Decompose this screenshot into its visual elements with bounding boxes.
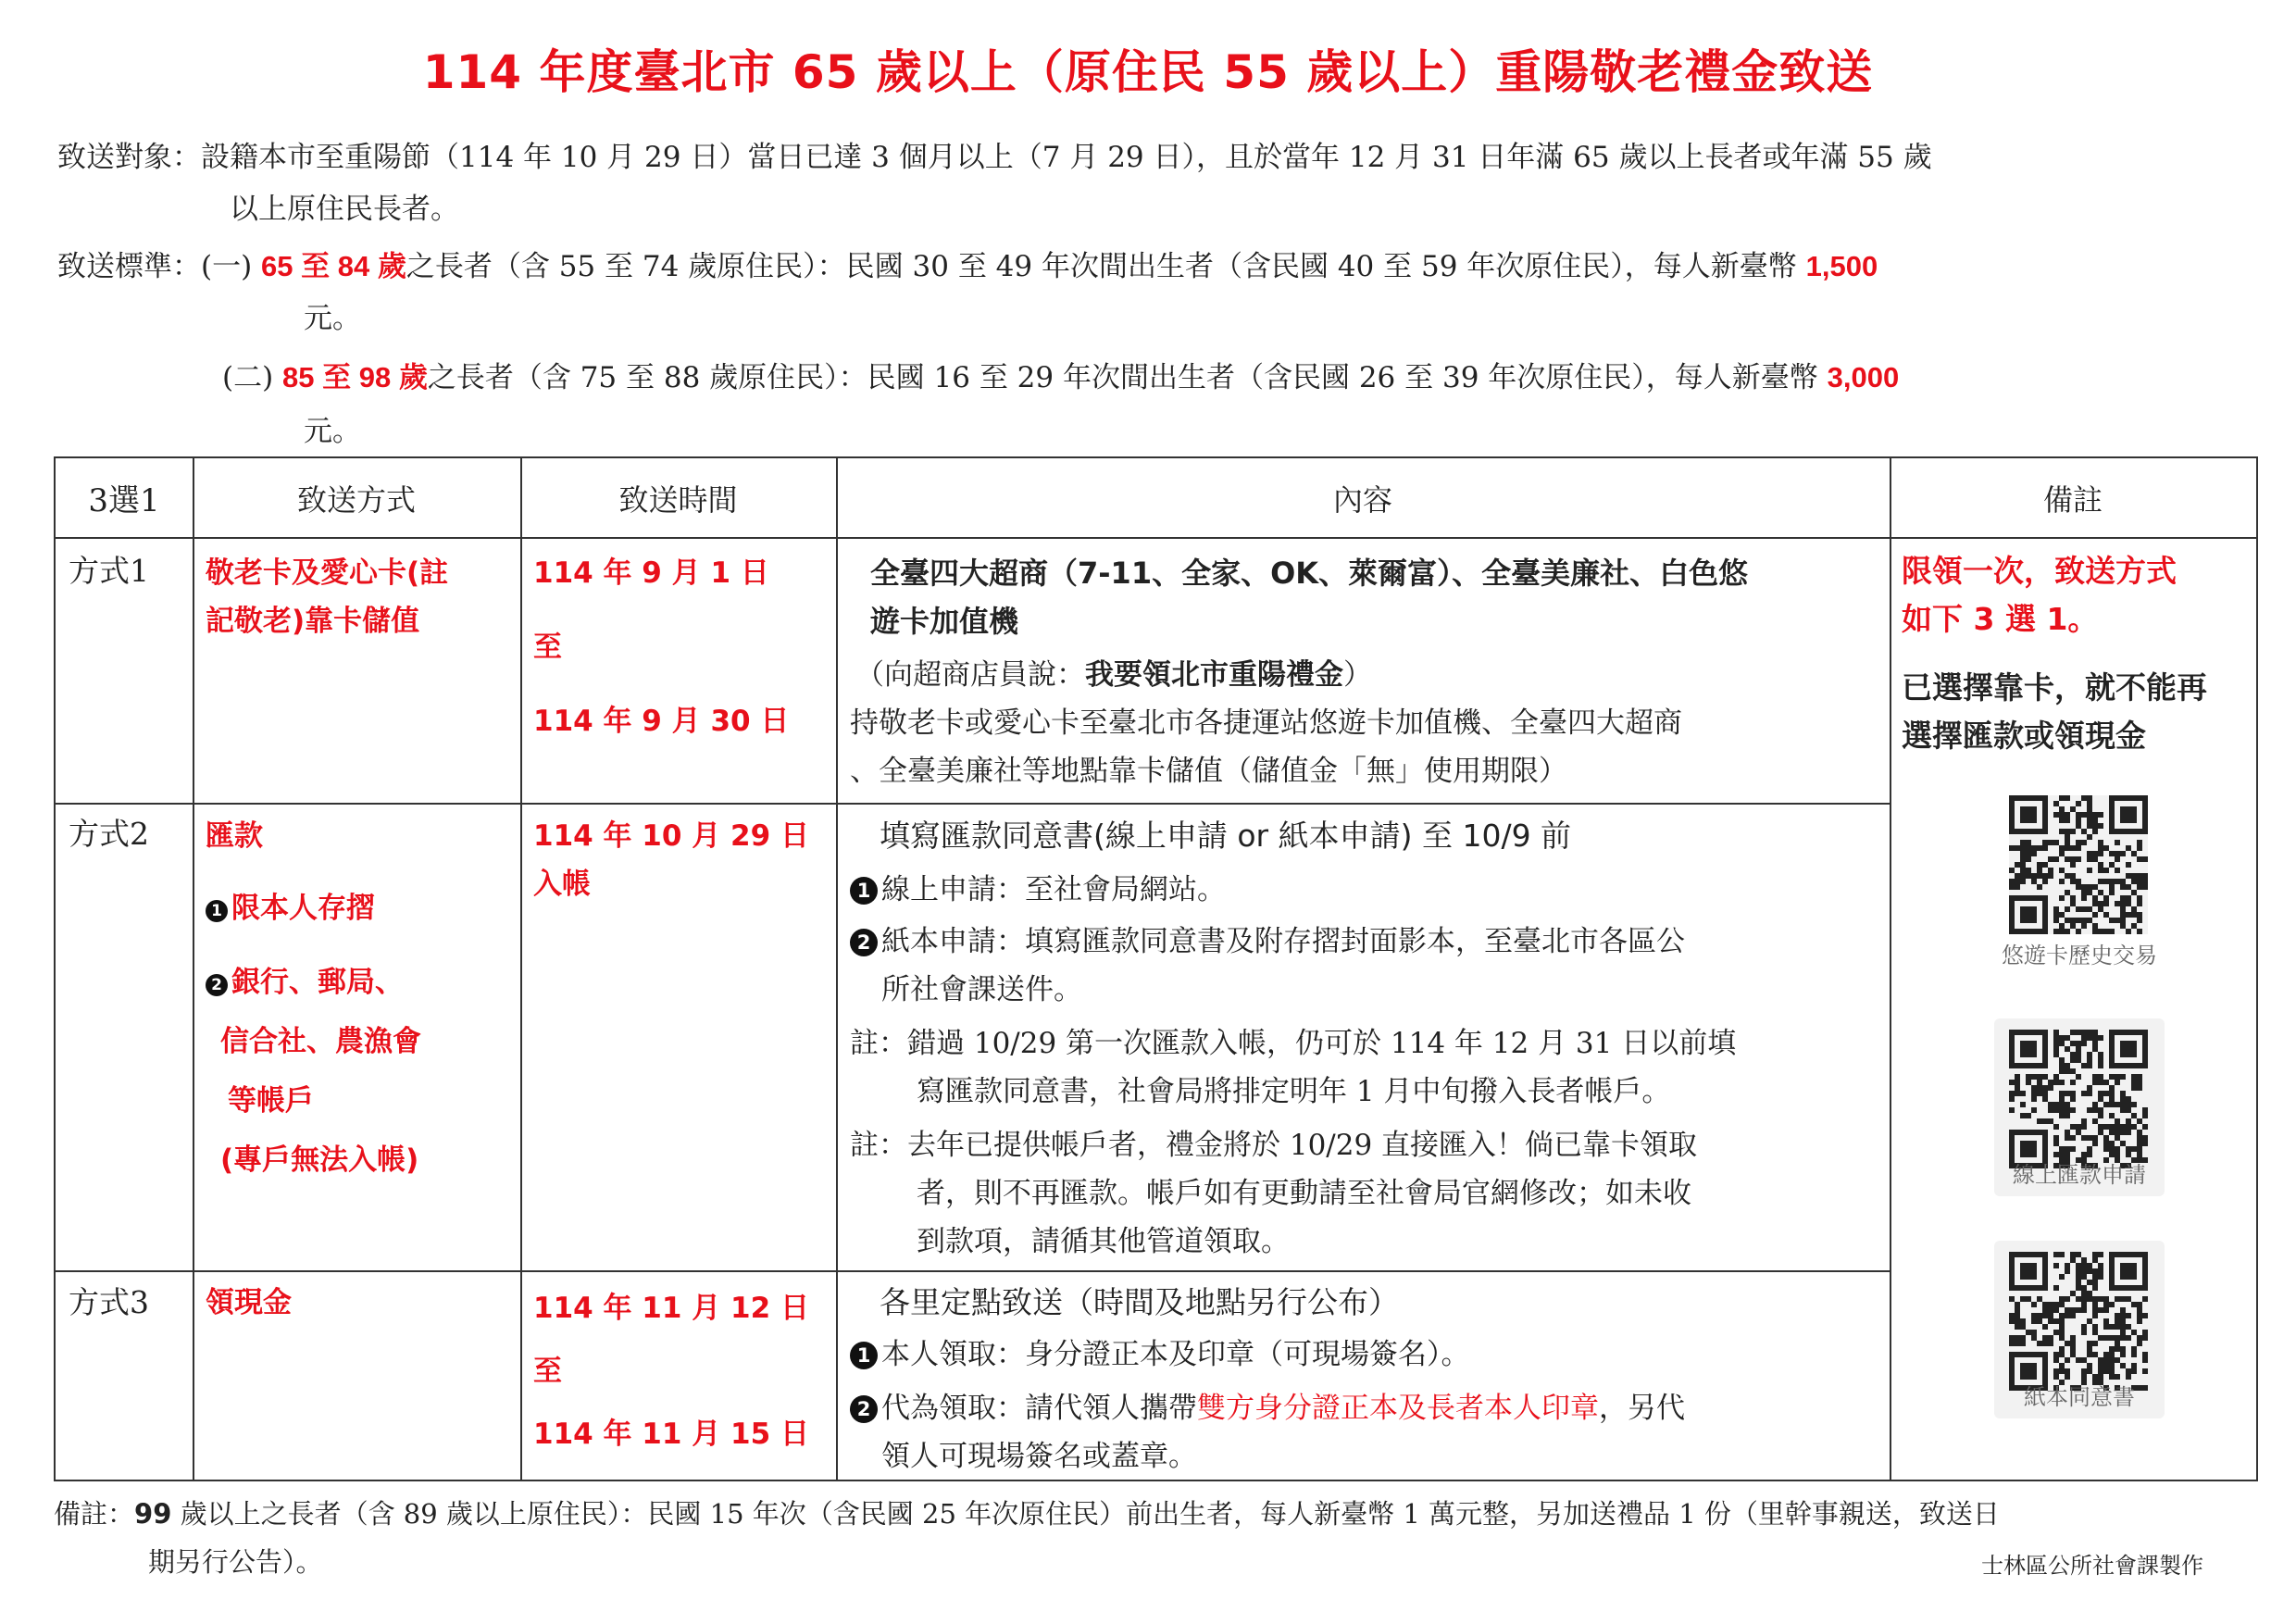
row1-hint-pre: （向超商店員說： [855, 658, 1085, 692]
standard-line-2 [222, 350, 1899, 406]
row3-c2-num: 2 [850, 1395, 878, 1423]
row2-sub1-text: 限本人存摺 [231, 892, 375, 925]
standard-label: 致送標準： [57, 250, 201, 283]
row2-note1-2: 寫匯款同意書，社會局將排定明年 1 月中旬撥入長者帳戶。 [917, 1075, 1671, 1108]
row2-sub1 [206, 884, 375, 932]
col-divider-2 [520, 458, 522, 1480]
row2-label: 方式2 [69, 816, 149, 852]
row1-hint-post: ） [1343, 658, 1372, 692]
row3-c2 [850, 1384, 1685, 1432]
row-divider-2 [56, 1270, 1890, 1272]
standard-1-text: 之長者（含 55 至 74 歲原住民）：民國 30 至 49 年次間出生者（含民國 40 至 59 年次原住民），每人新臺幣 [406, 250, 1806, 283]
col-divider-4 [1890, 458, 1891, 1480]
footer-text-1: 歲以上之長者（含 89 歲以上原住民）：民國 15 年次（含民國 25 年次原住民）前出生者，每人新臺幣 1 萬元整，另加送禮品 1 份（里幹事親送，致送日 [171, 1498, 2000, 1530]
row2-c2-text-2: 所社會課送件。 [881, 973, 1082, 1006]
qr-code-icon [2009, 1030, 2148, 1168]
row3-time-to: 至 [533, 1355, 562, 1388]
row-divider-1 [56, 803, 1890, 805]
row2-c2-text: 紙本申請：填寫匯款同意書及附存摺封面影本，至臺北市各區公 [881, 925, 1685, 958]
row2-sub2 [206, 958, 404, 1006]
row1-desc-2: 、全臺美廉社等地點靠卡儲值（儲值金「無」使用期限） [850, 755, 1567, 788]
standard-1-prefix: (一) [201, 250, 262, 283]
row1-time-end: 114 年 9 月 30 日 [533, 705, 790, 738]
footer-line-1 [54, 1491, 2000, 1537]
remark-line-3: 已選擇靠卡，就不能再 [1902, 669, 2207, 706]
footer-credit: 士林區公所社會課製作 [1981, 1553, 2203, 1579]
qr-code-icon [2009, 1252, 2148, 1391]
row2-sub2-text-4: (專戶無法入帳) [220, 1143, 419, 1177]
row2-time-2: 入帳 [533, 868, 591, 901]
row3-label: 方式3 [69, 1284, 149, 1320]
row1-time-to: 至 [533, 631, 562, 664]
row1-time-start: 114 年 9 月 1 日 [533, 556, 769, 590]
header-time: 致送時間 [618, 481, 738, 518]
page-title: 114 年度臺北市 65 歲以上（原住民 55 歲以上）重陽敬老禮金致送 [422, 45, 1874, 99]
row1-label: 方式1 [69, 553, 149, 589]
row2-sub2-text-2: 信合社、農漁會 [220, 1025, 421, 1058]
row3-c2-pre: 代為領取：請代領人攜帶 [881, 1392, 1197, 1425]
row3-c2-red: 雙方身分證正本及長者本人印章 [1197, 1392, 1599, 1425]
header-remark: 備註 [2042, 481, 2103, 518]
row2-time: 114 年 10 月 29 日 [533, 819, 809, 853]
target-text-1: 設籍本市至重陽節（114 年 10 月 29 日）當日已達 3 個月以上（7 月 29 日），且於當年 12 月 31 日年滿 65 歲以上長者或年滿 55 歲 [201, 141, 1932, 174]
row3-c1-text: 本人領取：身分證正本及印章（可現場簽名）。 [881, 1338, 1470, 1371]
row2-sub2-text-3: 等帳戶 [228, 1084, 314, 1118]
qr-card-paper[interactable] [1994, 1241, 2165, 1418]
footer-line-2: 期另行公告）。 [148, 1546, 323, 1578]
row2-note2-3: 到款項，請循其他管道領取。 [917, 1225, 1290, 1258]
remark-line-2-num: 3 [1973, 601, 1995, 637]
row3-c2-text-2: 領人可現場簽名或蓋章。 [881, 1440, 1197, 1473]
row1-desc-1: 持敬老卡或愛心卡至臺北市各捷運站悠遊卡加值機、全臺四大超商 [850, 706, 1682, 740]
standard-2-text: 之長者（含 75 至 88 歲原住民）：民國 16 至 29 年次間出生者（含民國 26 至 39 年次原住民），每人新臺幣 [427, 361, 1828, 394]
qr-caption-history: 悠遊卡歷史交易 [2002, 943, 2157, 968]
row2-note2-1: 註：去年已提供帳戶者，禮金將於 10/29 直接匯入！倘已靠卡領取 [850, 1129, 1698, 1162]
row2-c2-num: 2 [850, 929, 878, 956]
footer-age: 99 [134, 1498, 172, 1530]
row1-method-2: 記敬老)靠卡儲值 [206, 605, 420, 638]
target-label: 致送對象： [57, 141, 201, 174]
row1-hint [855, 651, 1372, 699]
row3-time-end: 114 年 11 月 15 日 [533, 1418, 809, 1451]
qr-caption-paper: 紙本同意書 [2024, 1384, 2135, 1410]
row2-sub1-num: 1 [206, 900, 228, 922]
row2-c1-num: 1 [850, 877, 878, 905]
header-choice: 3選1 [88, 482, 160, 519]
standard-2-age: 85 至 98 歲 [282, 361, 428, 394]
row2-sub2-num: 2 [206, 974, 228, 996]
standard-1-age: 65 至 84 歲 [261, 250, 406, 282]
standard-line-1 [57, 239, 1878, 294]
row1-hint-bold: 我要領北市重陽禮金 [1085, 658, 1343, 692]
standard-2-amount: 3,000 [1827, 361, 1900, 394]
remark-line-2-post: 。 [2067, 601, 2099, 637]
row2-c1 [850, 866, 1226, 914]
row1-content-title: 全臺四大超商（7-11、全家、OK、萊爾富）、全臺美廉社、白色悠 [870, 556, 1749, 591]
header-method: 致送方式 [296, 481, 416, 518]
standard-1-tail-line [304, 291, 361, 346]
header-content: 內容 [1332, 481, 1392, 518]
row2-note2-2: 者，則不再匯款。帳戶如有更動請至社會局官網修改；如未收 [917, 1177, 1691, 1210]
row3-time-start: 114 年 11 月 12 日 [533, 1292, 809, 1325]
header-divider [56, 537, 2256, 539]
qr-card-history[interactable] [1994, 784, 2165, 977]
row2-content-title: 填寫匯款同意書(線上申請 or 紙本申請) 至 10/9 前 [880, 818, 1572, 854]
standard-2-tail: 元。 [304, 415, 361, 448]
standard-2-prefix: (二) [222, 361, 283, 394]
remark-line-4: 選擇匯款或領現金 [1902, 718, 2146, 754]
row2-sub2-text-1: 銀行、郵局、 [231, 966, 404, 999]
row2-note1-1: 註：錯過 10/29 第一次匯款入帳，仍可於 114 年 12 月 31 日以前填 [850, 1027, 1737, 1060]
remark-line-2-pre: 如下 [1902, 601, 1974, 637]
standard-1-amount: 1,500 [1805, 250, 1878, 282]
target-line-1 [57, 130, 1932, 185]
col-divider-1 [193, 458, 194, 1480]
row3-method: 領現金 [206, 1286, 292, 1319]
row3-c2-post: ，另代 [1599, 1392, 1685, 1425]
remark-line-2 [1902, 595, 2098, 643]
delivery-table [54, 456, 2258, 1481]
remark-line-1: 限領一次，致送方式 [1902, 553, 2177, 589]
row3-content-title: 各里定點致送（時間及地點另行公布） [880, 1284, 1399, 1320]
col-divider-3 [836, 458, 838, 1480]
row1-method-1: 敬老卡及愛心卡(註 [206, 556, 449, 590]
row2-c1-text: 線上申請：至社會局網站。 [881, 873, 1226, 906]
row2-c2 [850, 918, 1685, 966]
row3-c1 [850, 1330, 1470, 1379]
standard-1-tail: 元。 [304, 302, 361, 335]
row1-content-title-2: 遊卡加值機 [870, 604, 1019, 639]
target-text-2: 以上原住民長者。 [230, 193, 459, 226]
remark-line-2-num2: 1 [2046, 601, 2068, 637]
footer-label: 備註： [54, 1498, 135, 1530]
qr-code-icon [2009, 795, 2148, 934]
remark-line-2-mid: 選 [1994, 601, 2047, 637]
qr-caption-online: 線上匯款申請 [2013, 1162, 2146, 1188]
qr-card-online[interactable] [1994, 1018, 2165, 1196]
standard-2-tail-line [304, 404, 361, 459]
row3-c1-num: 1 [850, 1342, 878, 1369]
row2-method: 匯款 [206, 819, 263, 853]
target-line-2 [230, 181, 459, 237]
